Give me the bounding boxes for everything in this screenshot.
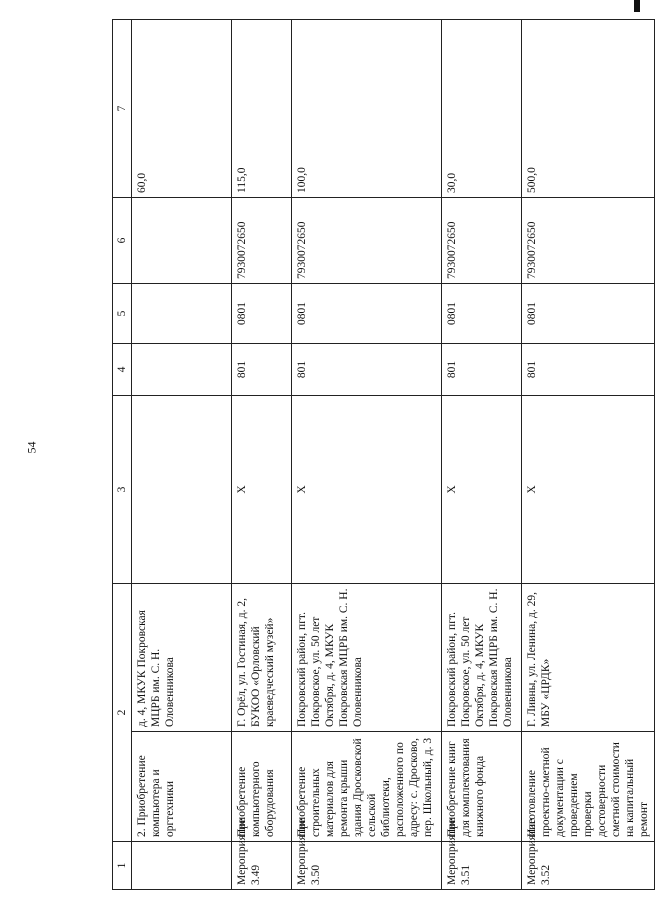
header-cell: 1 bbox=[113, 842, 132, 890]
header-cell: 4 bbox=[113, 344, 132, 396]
measure-id-cell: Мероприятие 3.52 bbox=[522, 842, 655, 890]
amount-cell: 100,0 bbox=[292, 20, 442, 198]
measure-name-cell: Приобретение строительных материалов для ремонта крыши здания Дросковской сельской библиотеки, расположенного по адресу: с. Дросково, пер. Школьный, д. 3 bbox=[292, 732, 442, 842]
col3-cell: Х bbox=[232, 396, 292, 584]
amount-cell: 30,0 bbox=[442, 20, 522, 198]
page-number: 54 bbox=[24, 441, 39, 454]
col4-cell: 801 bbox=[292, 344, 442, 396]
table-container bbox=[112, 20, 651, 890]
col5-cell: 0801 bbox=[232, 284, 292, 344]
col3-cell bbox=[132, 396, 232, 584]
header-cell: 2 bbox=[113, 584, 132, 842]
amount-cell: 500,0 bbox=[522, 20, 655, 198]
measure-id-cell: Мероприятие 3.51 bbox=[442, 842, 522, 890]
location-cell: Покровский район, пгт. Покровское, ул. 50 лет Октября, д. 4, МКУК Покровская МЦРБ им. С. Н. Оловенникова bbox=[292, 584, 442, 732]
table-row bbox=[232, 20, 292, 890]
location-cell: Г. Орёл, ул. Гостиная, д. 2, БУКОО «Орловский краеведческий музей» bbox=[232, 584, 292, 732]
table-row bbox=[522, 20, 655, 890]
header-cell: 6 bbox=[113, 198, 132, 284]
col4-cell: 801 bbox=[442, 344, 522, 396]
budget-table bbox=[112, 19, 655, 890]
amount-cell: 60,0 bbox=[132, 20, 232, 198]
measure-name-cell: 2. Приобретение компьютера и оргтехники bbox=[132, 732, 232, 842]
header-cell: 7 bbox=[113, 20, 132, 198]
col6-cell: 7930072650 bbox=[292, 198, 442, 284]
col6-cell: 7930072650 bbox=[442, 198, 522, 284]
header-cell: 5 bbox=[113, 284, 132, 344]
col6-cell: 7930072650 bbox=[232, 198, 292, 284]
measure-id-cell bbox=[132, 842, 232, 890]
col6-cell bbox=[132, 198, 232, 284]
col3-cell: Х bbox=[442, 396, 522, 584]
col5-cell: 0801 bbox=[522, 284, 655, 344]
measure-name-cell: Изготовление проектно-сметной документации с проведением проверки достоверности сметной стоимости на капитальный ремонт bbox=[522, 732, 655, 842]
location-cell: д. 4, МКУК Покровская МЦРБ им. С. Н. Оловенникова bbox=[132, 584, 232, 732]
amount-cell: 115,0 bbox=[232, 20, 292, 198]
col4-cell bbox=[132, 344, 232, 396]
col5-cell: 0801 bbox=[292, 284, 442, 344]
col5-cell bbox=[132, 284, 232, 344]
col3-cell: Х bbox=[522, 396, 655, 584]
measure-name-cell: Приобретение книг для комплектования книжного фонда bbox=[442, 732, 522, 842]
measure-name-cell: Приобретение компьютерного оборудования bbox=[232, 732, 292, 842]
col4-cell: 801 bbox=[232, 344, 292, 396]
header-row bbox=[113, 20, 132, 890]
col3-cell: Х bbox=[292, 396, 442, 584]
measure-id-cell: Мероприятие 3.50 bbox=[292, 842, 442, 890]
table-row bbox=[132, 20, 232, 890]
location-cell: Г. Ливны, ул. Ленина, д. 29, МБУ «ЦРДК» bbox=[522, 584, 655, 732]
measure-id-cell: Мероприятие 3.49 bbox=[232, 842, 292, 890]
header-cell: 3 bbox=[113, 396, 132, 584]
col6-cell: 7930072650 bbox=[522, 198, 655, 284]
table-row bbox=[292, 20, 442, 890]
table-row bbox=[442, 20, 522, 890]
location-cell: Покровский район, пгт. Покровское, ул. 50 лет Октября, д. 4, МКУК Покровская МЦРБ им. С. Н. Оловенникова bbox=[442, 584, 522, 732]
col5-cell: 0801 bbox=[442, 284, 522, 344]
col4-cell: 801 bbox=[522, 344, 655, 396]
scan-corner-mark bbox=[634, 0, 640, 12]
